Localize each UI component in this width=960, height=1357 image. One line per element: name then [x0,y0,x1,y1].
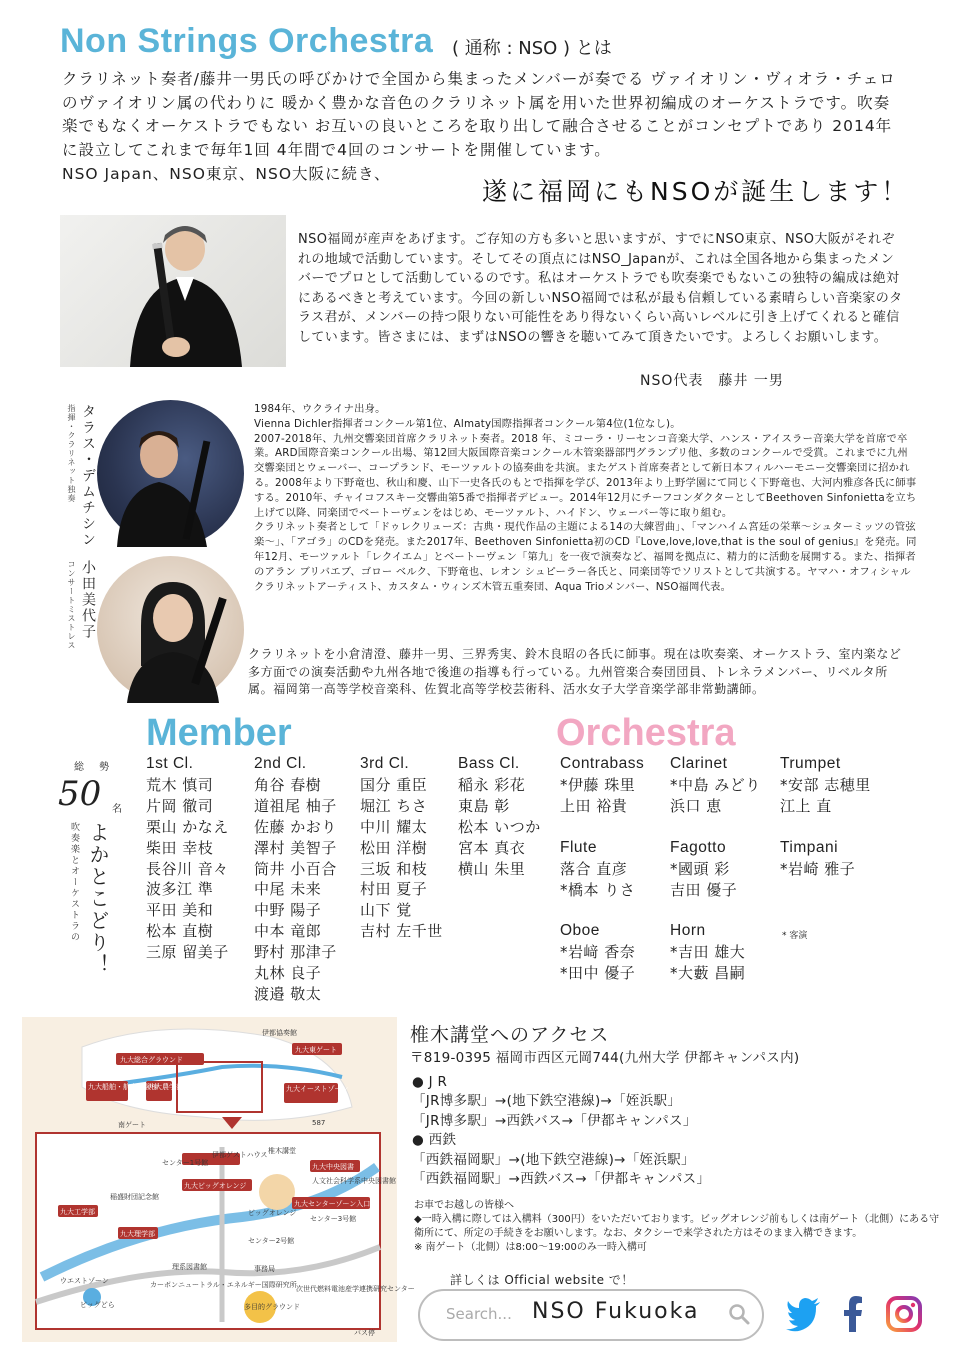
player: 道祖尾 柚子 [254,796,337,815]
player: 片岡 徹司 [146,796,214,815]
concertmistress-photo [97,556,244,703]
player: 横山 朱里 [458,859,526,878]
player: 中本 竜郎 [254,922,322,941]
headline: 遂に福岡にもNSOが誕生します！ [482,177,910,206]
map-label: 九大ビッグオレンジ [184,1182,247,1190]
section-trumpet [780,754,871,817]
total-count: 50 [58,774,102,814]
map-label: 九大総合グラウンド [120,1056,183,1064]
map-label: ビッグどら [80,1301,115,1309]
player: *田中 優子 [560,963,636,982]
profile-name-concertmistress: 小田美代子 [80,560,96,640]
player: 三坂 和枝 [360,859,428,878]
concertmistress-bio: クラリネットを小倉清澄、藤井一男、三界秀実、鈴木良昭の各氏に師事。現在は吹奏楽、オーケストラ、室内楽など多方面での演奏活動や九州各地で後進の指導も行っている。九州管楽合奏団団員、トレネラメンバー、リベルタ所属。福岡第一高等学校音楽科、佐賀北高等学校芸術科、活水女子大学音楽学部非常勤講師。 [248,647,902,696]
player: 三原 留美子 [146,943,229,962]
section-name: 1st Cl. [146,755,194,772]
map-label: 理系図書館 [172,1263,207,1271]
player: 堀江 ちさ [360,796,428,815]
section-name: Oboe [560,922,600,939]
tagline-small: 吹奏楽とオーケストラの [69,822,79,943]
player: 平田 美和 [146,901,214,920]
title-en: Non Strings Orchestra [60,22,434,60]
map-label: 事務局 [254,1265,275,1273]
access-lines [412,1073,710,1189]
access-line: 「JR博多駅」→(地下鉄空港線)→「姪浜駅」 [412,1093,682,1110]
section-3rd-cl [360,754,443,942]
player: 丸林 良子 [254,964,322,983]
player: 渡邉 敬太 [254,984,322,1003]
section-clarinet [670,754,761,817]
campus-map [22,1017,415,1342]
section-name: Flute [560,839,597,856]
map-label: 587 [312,1119,326,1127]
player: 栗山 かなえ [146,817,229,836]
map-label: センター2号館 [248,1237,295,1245]
car-notes [414,1199,944,1255]
map-label: 椎木講堂 [268,1147,296,1155]
search-input[interactable]: NSO Fukuoka [532,1299,700,1324]
profile-role-concertmistress: コンサートミストレス [67,560,76,650]
section-name: 3rd Cl. [360,755,410,772]
access-address: 〒819-0395 福岡市西区元岡744(九州大学 伊都キャンパス内) [410,1050,800,1066]
player: 江上 直 [780,796,832,815]
section-name: Clarinet [670,755,728,772]
player: 吉田 優子 [670,880,738,899]
member-heading: Member [146,712,292,754]
player: *安部 志穂里 [780,775,871,794]
player: *大藪 昌嗣 [670,963,746,982]
map-label: 人文社会科学系中央図書館 [312,1177,396,1185]
player: 澤村 美智子 [254,838,337,857]
section-name: Trumpet [780,755,841,772]
player: *中島 みどり [670,775,761,794]
facebook-icon[interactable] [842,1296,864,1336]
player: *岩崎 雅子 [780,859,856,878]
search-placeholder: Search... [446,1305,512,1323]
map-label: バス停 [354,1329,375,1337]
map-label: 九大船舶・航空実験棟 [88,1083,158,1091]
map-label: 多目的グラウンド [244,1303,300,1311]
player: 上田 裕貴 [560,796,628,815]
section-1st-cl [146,754,229,963]
note-line: ◆一時入構に際しては入構料（300円）をいただいております。ビッグオレンジ前もしくは南ゲート（北側）にある守衛所にて、所定の手続きをお願いします。なお、タクシーで来学された方はそのまま入構できます。 [414,1214,940,1239]
player: 波多江 準 [146,880,214,899]
player: 筒井 小百合 [254,859,337,878]
total-label: 総 勢 [74,762,116,773]
map-label: 次世代燃料電池産学連携研究センター [296,1285,415,1293]
player: 角谷 春樹 [254,775,322,794]
section-horn [670,921,745,984]
map-label: 九大中央図書 [312,1163,354,1171]
player: 長谷川 音々 [146,859,229,878]
section-timpani [780,838,855,880]
player: 吉村 左千世 [360,922,443,941]
note-line: ※ 南ゲート（北側）は8:00～19:00のみ一時入構可 [414,1242,647,1253]
map-label: 九大理学部 [120,1230,155,1238]
search-icon[interactable] [728,1303,750,1329]
section-name: Fagotto [670,839,727,856]
access-line: ● 西鉄 [412,1132,457,1149]
map-label: 九大東ゲート [295,1046,337,1054]
access-line: 「西鉄福岡駅」→(地下鉄空港線)→「姪浜駅」 [412,1151,695,1168]
player: 中尾 未来 [254,880,322,899]
tagline-big: よかとこどり！ [86,822,110,976]
map-label: 伊都ゲストハウス [212,1151,268,1159]
player: 柴田 幸枝 [146,838,214,857]
orchestra-heading: Orchestra [556,712,736,754]
player: *橋本 りさ [560,880,636,899]
profile-role-conductor: 指揮・クラリネット独奏 [67,404,76,503]
access-line: ● J R [412,1074,448,1090]
intro-text: クラリネット奏者/藤井一男氏の呼びかけで全国から集まったメンバーが奏でる ヴァイオリン・ヴィオラ・チェロのヴァイオリン属の代わりに 暖かく豊かな音色のクラリネット属を用いた世界初編成のオーケストラです。吹奏楽でもなくオーケストラでもない お互いの良いところを取り出して融合させることがコンセプトであり 2014年に設立してこれまで毎年1回 4年間で4回のコンサートを開催しています。 [62,70,896,159]
official-website-note: 詳しくは Official website で！ [450,1273,634,1287]
player: 宮本 真衣 [458,838,526,857]
player: *國頭 彩 [670,859,730,878]
player: *岩﨑 香奈 [560,942,636,961]
player: 野村 那津子 [254,943,337,962]
message-signature: NSO代表 藤井 一男 [640,373,784,389]
access-title: 椎木講堂へのアクセス [410,1024,610,1046]
player: 松田 洋樹 [360,838,428,857]
section-name: 2nd Cl. [254,755,307,772]
note-line: お車でお越しの皆様へ [414,1200,514,1211]
section-fagotto [670,838,737,901]
section-name: Horn [670,922,706,939]
map-label: 九大工学部 [60,1208,95,1216]
player: 中野 陽子 [254,901,322,920]
map-label: センター1号館 [162,1159,209,1167]
section-contrabass [560,754,644,817]
player: *伊藤 珠里 [560,775,636,794]
conductor-bio: 1984年、ウクライナ出身。 Vienna Dichler指揮者コンクール第1位、Almaty国際指揮者コンクール第4位(1位なし)。 2007-2018年、九州交響楽団首席クラリネット奏者。2018 年、ミコーラ・リーセンコ音楽大学、ハンス・アイスラー音楽大学を首席で卒業。ARD国際音楽コンクール出場、第12回大阪国際音楽コンクール木管楽器部門グランプリ他、多数のコンクールで受賞。これまでに九州交響楽団とウェーバー、コープランド、モーツァルトの協奏曲を共演。またゲスト首席奏者として新日本フィルハーモニー交響楽団に招かれる。2008年より下野竜也、秋山和慶、山下一史各氏のもとで指揮を学び、2013年より上野学園にて同じく下野竜也、大河内雅彦各氏に師事する。2010年、チャイコフスキー交響曲第5番で指揮者デビュー。2014年12月にチーフコンダクターとしてBeethoven Sinfoniettaを立ち上げて以降、同楽団でベートーヴェンをはじめ、モーツァルト、ハイドン、ウェーバー等に取り組む。 クラリネット奏者として「ドゥレクリューズ：古典・現代作品の主題による14の大練習曲」、「マンハイム宮廷の栄華～シュターミッツの管弦楽～」、「アゴラ」のCDを発売。また2017年、Beethoven Sinfonietta初のCD『Love,love,love,that is the soul of genius』を発売。同年12月、モーツァルト「レクイエム」とベートーヴェン「第九」を一夜で演奏など、福岡を拠点に、精力的に活動を展開する。また、指揮者のアラン ブリバエブ、ゴロー ベルク、下野竜也、レオン シュピーラー各氏と、同楽団等でソリストとして共演する。ヤマハ・オフィシャルクラリネットアーティスト、カスタム・ウィンズ木管五重奏団、Aqua Trioメンバー、NSO福岡代表。 [254,403,917,593]
map-label: 九大センターゾーン入口 [294,1200,371,1208]
player: 松本 直樹 [146,922,214,941]
representative-message: NSO福岡が産声をあげます。ご存知の方も多いと思いますが、すでにNSO東京、NSO大阪がそれぞれの地域で活動しています。そしてその頂点にはNSO_Japanが、これは全国各地から集まったメンバーでプロとして活動しているのです。私はオーケストラでも吹奏楽でもないこの独特の編成は絶対にあるべきと考えています。今回の新しいNSO福岡では私が最も信頼している素晴らしい音楽家のタラス君が、メンバーの持つ限りない可能性をあり得ないくらい高いレベルに引き上げてくれると確信しています。皆さまには、まずはNSOの響きを聴いてみて頂きたいです。よろしくお願いします。 [298,232,903,345]
player: *吉田 雄大 [670,942,746,961]
section-oboe [560,921,635,984]
map-label: 伊都協奏館 [262,1029,297,1037]
map-label: センター3号館 [310,1215,357,1223]
map-label: 稲盛財団記念館 [110,1193,159,1201]
section-flute [560,838,635,901]
section-name: Timpani [780,839,839,856]
map-label: ビッグオレンジ [248,1209,297,1217]
player: 中川 耀太 [360,817,428,836]
player: 浜口 恵 [670,796,722,815]
player: 稲永 彩花 [458,775,526,794]
player: 落合 直彦 [560,859,628,878]
representative-photo [60,215,286,367]
player: 荒木 慎司 [146,775,214,794]
access-line: 「JR博多駅」→西鉄バス→「伊都キャンパス」 [412,1112,697,1129]
instagram-icon[interactable] [886,1296,922,1336]
total-unit: 名 [112,804,122,815]
conductor-photo [97,400,244,547]
title-ja: ( 通称 : NSO ) とは [452,38,612,59]
intro-last: NSO Japan、NSO東京、NSO大阪に続き、 [62,165,391,183]
section-name: Bass Cl. [458,755,520,772]
player: 山下 覚 [360,901,412,920]
player: 東島 彰 [458,796,510,815]
map-label: 南ゲート [118,1121,146,1129]
map-label: 九大イーストゾーン [286,1085,349,1093]
player: 村田 夏子 [360,880,428,899]
map-label: ウエストゾーン [60,1277,109,1285]
player: 松本 いつか [458,817,541,836]
twitter-icon[interactable] [786,1296,822,1334]
section-2nd-cl [254,754,337,1005]
guest-note: * 客演 [782,931,808,941]
map-label: カーボンニュートラル・エネルギー国際研究所 [150,1281,297,1289]
profile-name-conductor: タラス・デムチシン [80,404,96,548]
player: 佐藤 かおり [254,817,337,836]
section-name: Contrabass [560,755,645,772]
section-bass-cl [458,754,541,879]
map-label: 九大農学部 [148,1083,183,1091]
player: 国分 重臣 [360,775,428,794]
access-line: 「西鉄福岡駅」→西鉄バス→「伊都キャンパス」 [412,1171,711,1188]
